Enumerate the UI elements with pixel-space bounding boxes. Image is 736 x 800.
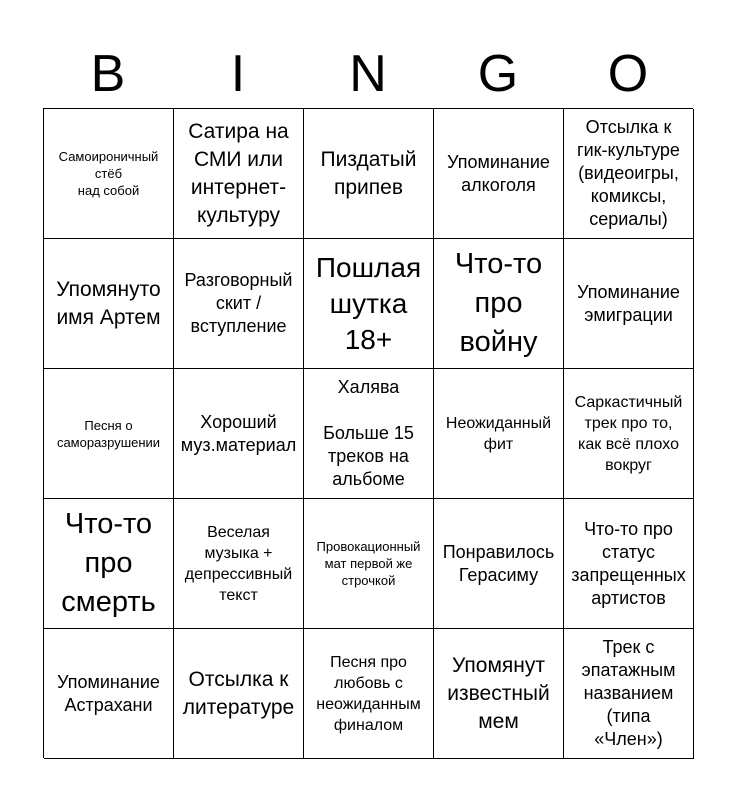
bingo-grid xyxy=(43,108,693,758)
bingo-cell[interactable]: Самоироничный стёб над собой xyxy=(44,109,174,239)
bingo-cell[interactable]: Что-то про войну xyxy=(434,239,564,369)
bingo-cell[interactable]: Песня про любовь с неожиданным финалом xyxy=(304,629,434,759)
header-letter-b: B xyxy=(90,45,126,103)
bingo-cell[interactable]: Понравилось Герасиму xyxy=(434,499,564,629)
bingo-cell[interactable]: Упомянут известный мем xyxy=(434,629,564,759)
bingo-cell[interactable]: Упомянуто имя Артем xyxy=(44,239,174,369)
header-letter-o: O xyxy=(607,45,649,103)
bingo-cell[interactable]: Песня о саморазрушении xyxy=(44,369,174,499)
bingo-header xyxy=(43,44,693,104)
bingo-cell[interactable]: Что-то про статус запрещенных артистов xyxy=(564,499,694,629)
bingo-cell[interactable]: Упоминание Астрахани xyxy=(44,629,174,759)
bingo-cell[interactable]: Провокационный мат первой же строчкой xyxy=(304,499,434,629)
header-letter-i: I xyxy=(230,45,246,103)
bingo-cell[interactable]: Упоминание алкоголя xyxy=(434,109,564,239)
bingo-cell[interactable]: Упоминание эмиграции xyxy=(564,239,694,369)
bingo-cell[interactable]: Хороший муз.материал xyxy=(174,369,304,499)
bingo-cell[interactable]: Неожиданный фит xyxy=(434,369,564,499)
bingo-cell[interactable]: Отсылка к литературе xyxy=(174,629,304,759)
free-space-cell[interactable]: Халява Больше 15 треков на альбоме xyxy=(304,369,434,499)
header-letter-n: N xyxy=(349,45,387,103)
header-letter-g: G xyxy=(477,45,519,103)
bingo-cell[interactable]: Трек с эпатажным названием (типа «Член») xyxy=(564,629,694,759)
bingo-cell[interactable]: Сатира на СМИ или интернет- культуру xyxy=(174,109,304,239)
bingo-cell[interactable]: Веселая музыка + депрессивный текст xyxy=(174,499,304,629)
bingo-cell[interactable]: Пиздатый припев xyxy=(304,109,434,239)
bingo-cell[interactable]: Пошлая шутка 18+ xyxy=(304,239,434,369)
bingo-cell[interactable]: Что-то про смерть xyxy=(44,499,174,629)
bingo-cell[interactable]: Разговорный скит / вступление xyxy=(174,239,304,369)
bingo-cell[interactable]: Отсылка к гик-культуре (видеоигры, комиксы, сериалы) xyxy=(564,109,694,239)
bingo-cell[interactable]: Саркастичный трек про то, как всё плохо вокруг xyxy=(564,369,694,499)
